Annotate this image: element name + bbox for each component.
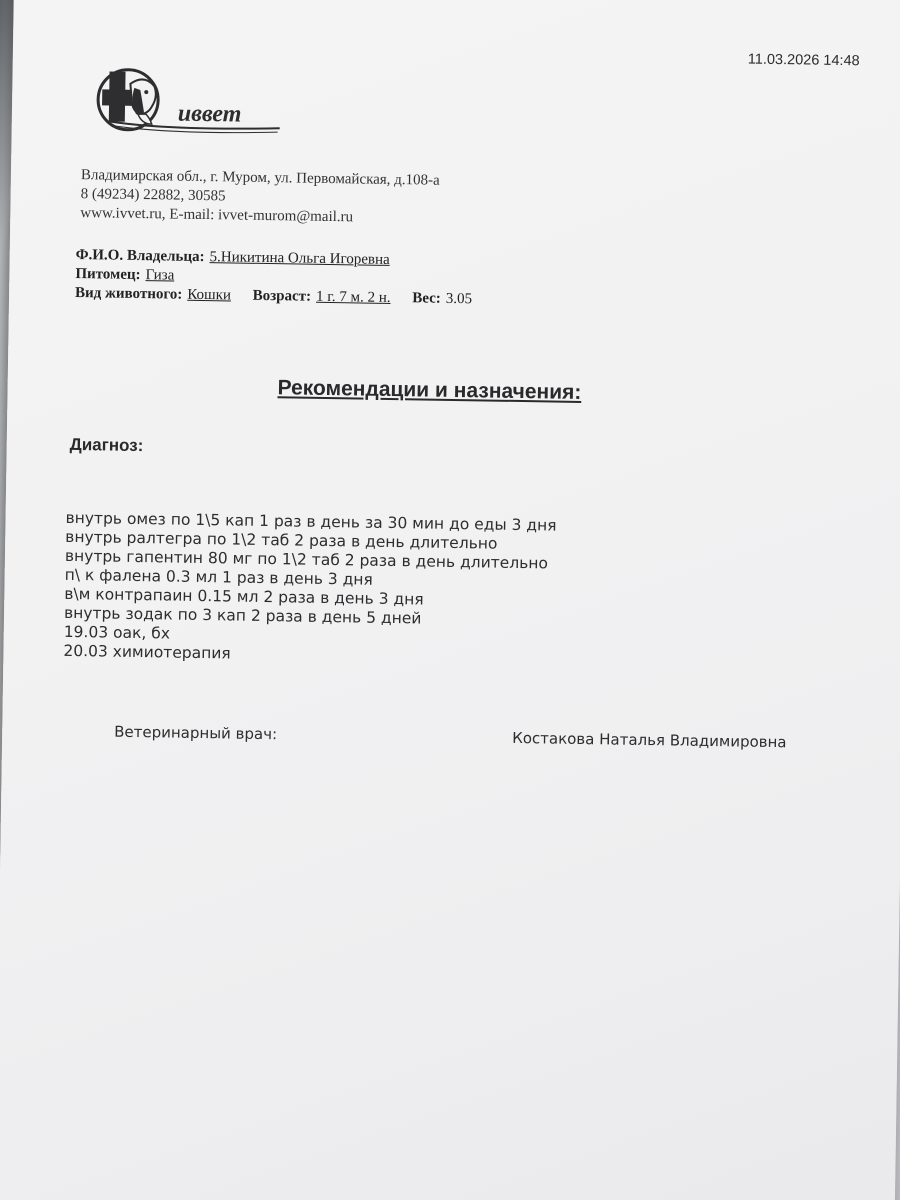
species-label: Вид животного: xyxy=(74,284,183,303)
doctor-label: Ветеринарный врач: xyxy=(114,722,278,744)
clinic-web-email: www.ivvet.ru, E-mail: ivvet-murom@mail.ru xyxy=(80,205,354,226)
prescription-line: в\м контрапаин 0.15 мл 2 раза в день 3 дня xyxy=(64,584,424,609)
owner-value: 5.Никитина Ольга Игоревна xyxy=(209,249,390,268)
weight-label: Вес: xyxy=(412,290,441,307)
weight-value: 3.05 xyxy=(445,290,473,308)
prescription-line: внутрь ралтегра по 1\2 таб 2 раза в день длительно xyxy=(65,527,498,553)
owner-row xyxy=(76,247,390,269)
age-label: Возраст: xyxy=(252,287,312,305)
prescription-line: внутрь омез по 1\5 кап 1 раз в день за 30 мин до еды 3 дня xyxy=(65,508,557,535)
species-value: Кошки xyxy=(187,286,232,304)
pet-label: Питомец: xyxy=(75,266,141,284)
print-timestamp: 11.03.2026 14:48 xyxy=(747,51,860,70)
age-value: 1 г. 7 м. 2 н. xyxy=(315,288,391,306)
species-age-weight-row xyxy=(75,285,472,308)
diagnosis-label: Диагноз: xyxy=(69,434,144,456)
page-title: Рекомендации и назначения: xyxy=(277,376,582,404)
prescription-line: п\ к фалена 0.3 мл 1 раз в день 3 дня xyxy=(64,565,373,589)
prescription-line: 19.03 оак, бх xyxy=(63,622,171,643)
owner-label: Ф.И.О. Владельца: xyxy=(75,247,205,266)
doctor-name: Костакова Наталья Владимировна xyxy=(512,728,787,752)
pet-row xyxy=(75,266,174,285)
pet-value: Гиза xyxy=(145,267,175,284)
prescription-line: внутрь гапентин 80 мг по 1\2 таб 2 раза в день длительно xyxy=(64,546,549,573)
prescription-line: внутрь зодак по 3 кап 2 раза в день 5 дней xyxy=(63,603,422,628)
clinic-phones: 8 (49234) 22882, 30585 xyxy=(80,186,226,205)
logo-text: иввет xyxy=(177,100,242,128)
clinic-address: Владимирская обл., г. Муром, ул. Первомайская, д.108-а xyxy=(80,167,440,189)
prescription-line: 20.03 химиотерапия xyxy=(63,641,231,663)
clinic-logo xyxy=(89,61,290,144)
